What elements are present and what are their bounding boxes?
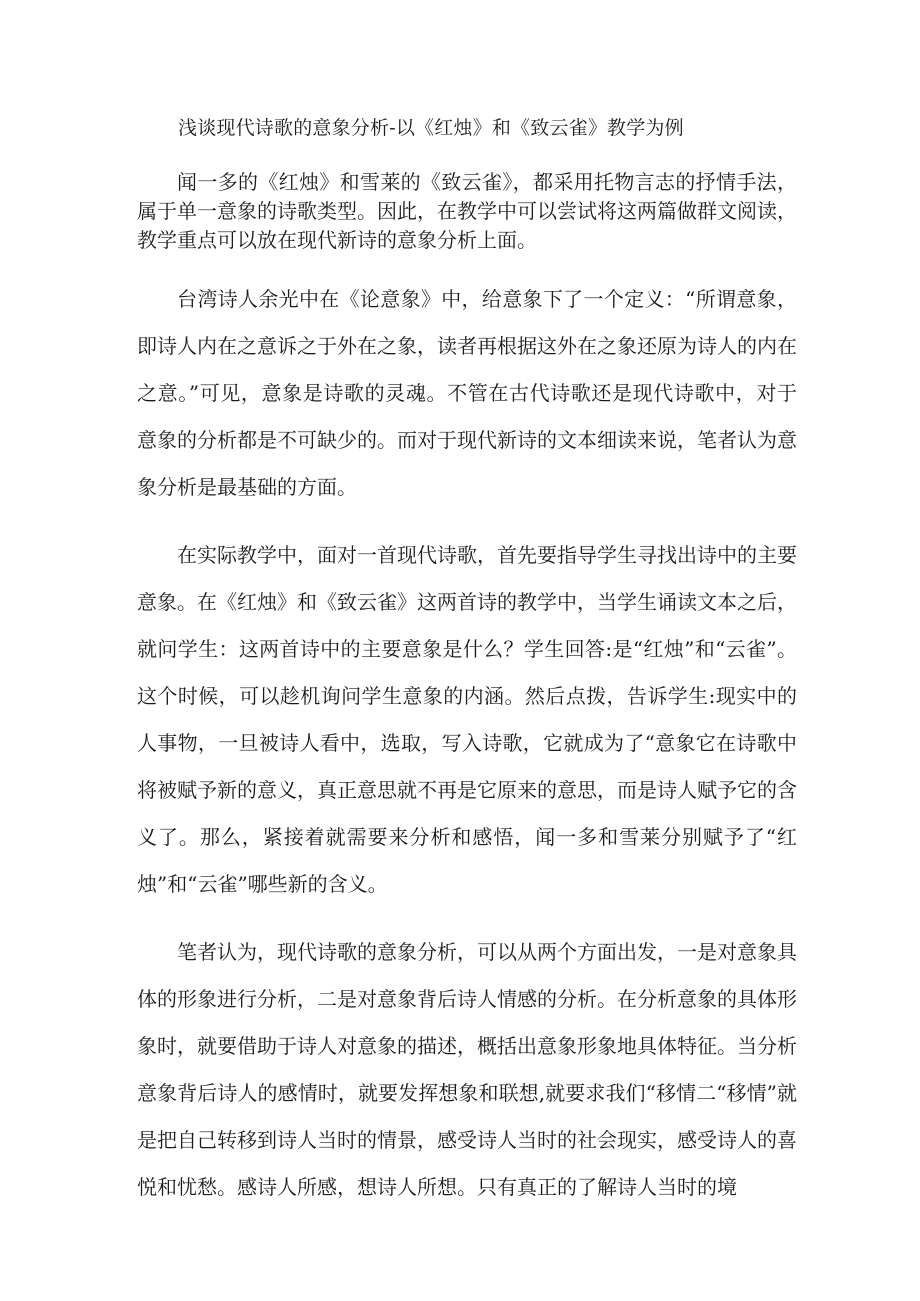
document-title: 浅谈现代诗歌的意象分析-以《红烛》和《致云雀》教学为例 [178, 117, 684, 139]
paragraph-teaching: 在实际教学中，面对一首现代诗歌，首先要指导学生寻找出诗中的主要意象。在《红烛》和《致云雀》这两首诗的教学中，当学生诵读文本之后，就问学生：这两首诗中的主要意象是什么？学生回答:是“红烛”和“云雀”。这个时候，可以趁机询问学生意象的内涵。然后点拨，告诉学生:现实中的人事物，一旦被诗人看中，选取，写入诗歌，它就成为了“意象它在诗歌中将被赋予新的意义，真正意思就不再是它原来的意思，而是诗人赋予它的含义了。那么，紧接着就需要来分析和感悟，闻一多和雪莱分别赋予了“红烛”和“云雀”哪些新的含义。 [137, 543, 797, 896]
paragraph-intro: 闻一多的《红烛》和雪莱的《致云雀》，都采用托物言志的抒情手法，属于单一意象的诗歌类型。因此，在教学中可以尝试将这两篇做群文阅读，教学重点可以放在现代新诗的意象分析上面。 [137, 170, 797, 252]
paragraph-analysis: 笔者认为，现代诗歌的意象分析，可以从两个方面出发，一是对意象具体的形象进行分析，二是对意象背后诗人情感的分析。在分析意象的具体形象时，就要借助于诗人对意象的描述，概括出意象形象地具体特征。当分析意象背后诗人的感情时，就要发挥想象和联想,就要求我们“移情二“移情”就是把自己转移到诗人当时的情景，感受诗人当时的社会现实，感受诗人的喜悦和忧愁。感诗人所感，想诗人所想。只有真正的了解诗人当时的境 [137, 940, 797, 1199]
document-body [137, 114, 797, 1211]
paragraph-definition: 台湾诗人余光中在《论意象》中，给意象下了一个定义：“所谓意象，即诗人内在之意诉之于外在之象，读者再根据这外在之象还原为诗人的内在之意。”可见，意象是诗歌的灵魂。不管在古代诗歌还是现代诗歌中，对于意象的分析都是不可缺少的。而对于现代新诗的文本细读来说，笔者认为意象分析是最基础的方面。 [137, 287, 797, 499]
